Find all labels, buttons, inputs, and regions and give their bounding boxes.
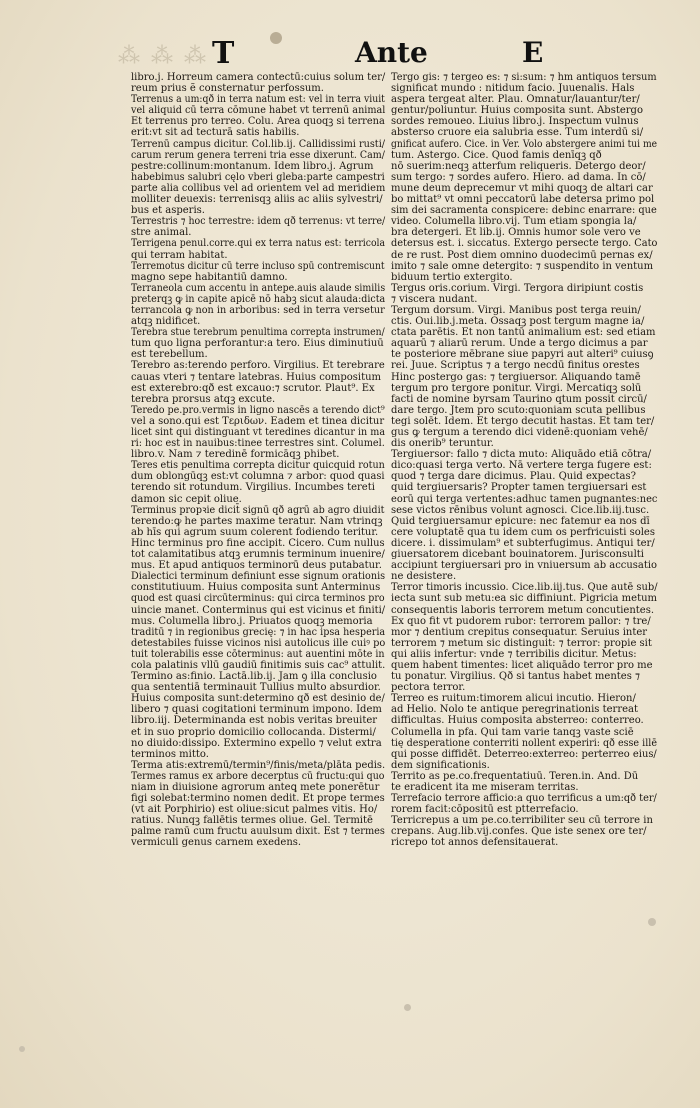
text-line: bo mittat⁹ vt omni peccatorū labe detersa primo pol — [391, 194, 655, 206]
text-line: terendo sit rotundum. Virgilius. Incumbes tereti — [131, 482, 375, 494]
text-line: tegi solēt. Idem. Et tergo decutit hastas. Et tam ter/ — [391, 415, 655, 427]
text-line: tuit tolerabilis esse cōterminus: aut auentini mōte in — [131, 648, 385, 660]
text-line: te posteriore mēbrane siue papyri aut alteri⁹ cuiusꝯ — [391, 349, 654, 361]
text-line: Terror timoris incussio. Cice.lib.iij.tus. Que autē sub/ — [391, 582, 658, 594]
text-line: Terrestris ⁊ hoc terrestre: idem qð terrenus: vt terre/ — [131, 216, 386, 228]
text-line: Tergiuersor: fallo ⁊ dicta muto: Aliquādo etiā cōtra/ — [391, 449, 652, 461]
text-line: consequentis laboris terrorem metum concutientes. — [391, 604, 655, 616]
text-line: quod est quasi circūterminus: qui circa terminos pro — [131, 593, 385, 605]
text-line: ad Helio. Nolo te antique peregrinationis terreat — [391, 704, 639, 716]
paper-blemish — [404, 1004, 411, 1011]
text-line: terebra prorsus atqꝫ excute. — [131, 393, 276, 405]
text-line: ricrepo tot annos defensitauerat. — [391, 837, 559, 849]
text-line: habebimus salubri cęlo vberi gleba:parte campestri — [131, 171, 385, 183]
text-line: Terrefacio terrore afficio:a quo terrificus a um:qð ter/ — [391, 793, 657, 805]
right-text-column — [391, 72, 657, 849]
text-line: palme ramū cum fructu auulsum dixit. Est ⁊ termes — [131, 826, 385, 838]
paper-blemish — [648, 918, 656, 926]
text-line: Tergum dorsum. Virgi. Manibus post terga reuin/ — [391, 304, 641, 316]
text-line: Terebra stue terebrum penultima correpta instrumen/ — [131, 327, 385, 339]
text-line: dare tergo. Jtem pro scuto:quoniam scuta pellibus — [391, 404, 646, 416]
text-line: quod ⁊ terga dare dicimus. Plau. Quid expectas? — [391, 471, 636, 483]
text-line: detersus est. i. siccatus. Extergo persecte tergo. Cato — [391, 238, 658, 250]
text-line: (vt ait Porphirio) est oliue:sicut palmes vitis. Ho/ — [131, 804, 378, 816]
text-line: tergum pro tergore ponitur. Virgi. Mercatiqꝫ solū — [391, 382, 642, 394]
text-line: mus. Columella libro.j. Priuatos quoqꝫ memoria — [131, 615, 373, 627]
text-line: terrancola ꝙ non in arboribus: sed in terra versetur — [131, 304, 385, 316]
text-line: Territo as pe.co.frequentatiuū. Teren.in. And. Dū — [391, 770, 639, 782]
text-line: pestre:collinum:montanum. Idem libro.j. Agrum — [131, 160, 374, 172]
text-line: damon sic cepit oliue. — [131, 493, 242, 505]
text-line: libro.iij. Determinanda est nobis veritas breuiter — [131, 715, 378, 727]
text-line: Tergus oris.corium. Virgi. Tergora diripiunt costis — [391, 282, 644, 294]
text-line: tię desperatione conterriti nollent experiri: qð esse illē — [391, 737, 658, 749]
text-line: Terrenus a um:qð in terra natum est: vel in terra viuit — [131, 94, 385, 106]
text-line: sim dei sacramenta conspicere: debinc enarrare: que — [391, 205, 657, 217]
text-line: terminos mitto. — [131, 748, 209, 760]
text-line: traditū ⁊ in regionibus grecię: ⁊ in hac ipsa hesperia — [131, 626, 386, 638]
text-line: figi solebat:termino nomen dedit. Et prope termes — [131, 793, 385, 805]
text-line: gus ꝙ tergum a terendo dici videnē:quoniam vehē/ — [391, 427, 648, 438]
text-line: facti de nomine byrsam Taurino qtum possit circū/ — [391, 393, 647, 405]
text-line: Termino as:finio. Lactā.lib.ij. Jam ꝯ illa conclusio — [131, 671, 377, 683]
text-line: ctata parētis. Et non tantū animalium est: sed etiam — [391, 327, 656, 339]
running-head-left-initial: T — [212, 36, 235, 71]
text-line: Terminus propꝛie dicit̄ signū qð agrū ab agro diuidit — [131, 504, 385, 516]
text-line: imito ⁊ sale omne detergito: ⁊ suspendito in ventum — [391, 260, 654, 272]
text-line: tum quo ligna perforantur:a tero. Eius diminutiuū — [131, 338, 384, 350]
text-line: sese victos rēnibus volunt agnosci. Cice.lib.iij.tusc. — [391, 504, 650, 516]
text-line: Hinc terminus pro fine accipit. Cicero. Cum nullus — [131, 537, 385, 549]
text-line: dicere. i. dissimulam⁹ et subterfugimus. Antiqui ter/ — [391, 537, 655, 549]
text-line: Terrigena penul.corre.qui ex terra natus est: terricola — [131, 238, 386, 250]
text-line: stre animal. — [131, 227, 192, 239]
text-line: significat mundo : nitidum facio. Juuenalis. Hals — [391, 83, 635, 95]
text-line: Terremotus dicitur cū terre incluso spū contremiscunt — [131, 260, 385, 272]
text-line: nō suerim:neqꝫ atterfum reliqueris. Detergo deor/ — [391, 160, 646, 172]
text-line: ne desistere. — [391, 571, 457, 583]
text-line: Quid tergiuersamur epicure: nec fatemur ea nos dī — [391, 515, 650, 527]
text-line: de re rust. Post diem omnino duodecimū pernas ex/ — [391, 249, 653, 261]
text-line: vel aliquid cū terra cōmune habet vt terrenū animal — [131, 105, 386, 117]
text-line: dem significationis. — [391, 759, 490, 771]
text-line: dis onerib⁹ teruntur. — [391, 438, 494, 450]
text-line: difficultas. Huius composita absterreo: conterreo. — [391, 715, 644, 727]
text-line: pectora terror. — [391, 682, 466, 694]
text-line: erit:vt sit ad tecturā satis habilis. — [131, 127, 300, 139]
text-line: rei. Juue. Scriptus ⁊ a tergo necdū finitus orestes — [391, 360, 640, 372]
text-line: terrorem ⁊ metum sic distinguit: ⁊ terror: propie sit — [391, 637, 652, 649]
text-line: ctis. Oui.lib.j.meta. Ossaqꝫ post tergum magne ia/ — [391, 316, 645, 328]
text-line: dico:quasi terga verto. Nā vertere terga fugere est: — [391, 460, 652, 472]
text-line: Terreo es ruitum:timorem alicui incutio. Hieron/ — [391, 693, 636, 705]
text-line: aquarū ⁊ aliarū rerum. Unde a tergo dicimus a par — [391, 338, 648, 350]
text-line: parte alia collibus vel ad orientem vel ad meridiem — [131, 182, 386, 194]
text-line: Termes ramus ex arbore decerptus cū fructu:qui quo — [131, 770, 385, 782]
text-line: licet sint qui distinguant vt teredines dicantur in ma — [131, 427, 386, 438]
text-line: libero ⁊ quasi cogitationi terminum impono. Idem — [131, 704, 382, 716]
text-line: ab hīs qui agrum suum colerent fodiendo teritur. — [131, 526, 379, 538]
text-line: qui aliis infertur: vnde ⁊ terribilis dicitur. Metus: — [391, 648, 637, 660]
text-line: quem habent timentes: licet aliquādo terror pro me — [391, 659, 653, 671]
text-line: Columella in pfa. Qui tam varie tanqꝫ vaste sciē — [391, 726, 634, 738]
text-line: Terricrepus a um pe.co.terribiliter seu cū terrore in — [391, 815, 653, 827]
text-line: mus. Et apud antiquos terminorū deus putabatur. — [131, 560, 382, 572]
paper-blemish — [19, 1046, 25, 1052]
text-line: biduum tertio extergito. — [391, 271, 513, 283]
text-line: bra detergeri. Et lib.ij. Omnis humor sole vero ve — [391, 227, 641, 239]
text-line: accipiunt tergiuersari pro in vniuersum ab accusatio — [391, 560, 658, 572]
text-line: cere voluptatē qua tu idem cum os perfricuisti soles — [391, 526, 655, 538]
text-line: qui terram habitat. — [131, 249, 228, 261]
text-line: molliter deuexis: terrenisqꝫ aliis ac aliis sylvestri/ — [131, 194, 383, 206]
text-line: rorem facit:cōpositū est ptterrefacio. — [391, 804, 579, 816]
text-line: preterqꝫ ꝙ in capite apicē nō habꝫ sicut alauda:dicta — [131, 293, 386, 305]
text-line: atqꝫ nidificet. — [131, 316, 201, 328]
text-line: mor ⁊ dentium crepitus consequatur. Seruius inter — [391, 626, 648, 638]
text-line: gentur/poliuntur. Huius composita sunt. Abstergo — [391, 105, 643, 117]
text-line: aspera tergeat alter. Plau. Omnatur/lauantur/ter/ — [391, 94, 640, 106]
text-line: qui posse diffidēt. Deterreo:exterreo: perterreo eius/ — [391, 748, 657, 760]
text-line: libro.v. Nam ⁊ teredinē formicāqꝫ phibet. — [131, 449, 340, 461]
left-text-column — [131, 72, 385, 849]
text-line: crepans. Aug.lib.vij.confes. Que iste senex ore ter/ — [391, 826, 647, 838]
text-line: Dialectici terminum definiunt esse signum orationis — [131, 571, 386, 583]
text-line: terendo:ꝙ he partes maxime teratur. Nam vtrinqꝫ — [131, 515, 383, 527]
text-line: ⁊ viscera nudant. — [391, 293, 478, 305]
text-line: eorū qui terga vertentes:adhuc tamen pugnantes:nec — [391, 493, 658, 505]
text-line: et in suo proprio domicilio collocanda. Distermi/ — [131, 726, 376, 738]
text-line: tot calamitatibus atqꝫ erumnis terminum inuenire/ — [131, 549, 385, 561]
text-line: constitutiuum. Huius composita sunt Anterminus — [131, 582, 381, 594]
running-head-right-initial: E — [522, 36, 544, 69]
text-line: Teres etis penultima correpta dicitur quicquid rotun — [131, 460, 385, 472]
text-line: te eradicent ita me miseram territas. — [391, 782, 579, 793]
text-line: sum tergo: ⁊ sordes aufero. Hiero. ad dama. In cō/ — [391, 171, 646, 183]
text-line: reum prius ẽ consternatur perfossum. — [131, 83, 324, 95]
text-line: giuersatorem dicebant bouinatorem. Jurisconsulti — [391, 549, 644, 561]
text-line: Terraneola cum accentu in antepe.auis alaude similis — [131, 282, 386, 294]
text-line: cauas vteri ⁊ tentare latebras. Huius compositum — [131, 371, 382, 383]
text-line: tu ponatur. Virgilius. Qð si tantus habet mentes ⁊ — [391, 671, 640, 683]
text-line: Et terrenus pro terreo. Colu. Area quoqꝫ si terrena — [131, 116, 385, 128]
text-line: Terebro as:terendo perforo. Virgilius. Et terebrare — [131, 360, 385, 372]
text-line: libro.j. Horreum camera contectū:cuius solum ter/ — [131, 72, 386, 83]
text-line: ratius. Nunqꝫ fallētis termes oliue. Gel. Termitē — [131, 815, 373, 827]
text-line: cola palatinis vllū gaudiū finitimis suis cac⁹ attulit. — [131, 659, 386, 671]
text-line: Terma atis:extremū/termin⁹/finis/meta/plāta pedis. — [131, 759, 386, 771]
text-line: quid tergiuersaris? Propter tamen tergiuersari est — [391, 482, 647, 494]
text-line: Hinc postergo gas: ⁊ tergiuersor. Aliquando tamē — [391, 371, 641, 383]
text-line: video. Columella libro.vij. Tum etiam spongia la/ — [391, 216, 637, 228]
text-line: magno sepe habitantiū damno. — [131, 271, 288, 283]
text-line: qua sententiā terminauit Tullius multo absurdior. — [131, 682, 381, 694]
text-line: sordes remoueo. Liuius libro.j. Inspectum vulnus — [391, 116, 639, 128]
text-line: Tergo gis: ⁊ tergeo es: ⁊ si:sum: ⁊ hm antiquos tersum — [391, 72, 657, 83]
text-line: Terrenū campus dicitur. Col.lib.ij. Callidissimi rusti/ — [131, 138, 386, 150]
text-line: bus et asperis. — [131, 205, 205, 217]
text-line: est terebellum. — [131, 349, 208, 361]
text-line: Ex quo fit vt pudorem rubor: terrorem pallor: ⁊ tre/ — [391, 615, 651, 627]
running-head-title: Ante — [355, 36, 428, 69]
text-line: vermiculi genus carnem exedens. — [131, 837, 302, 849]
text-line: Teredo pe.pro.vermis in ligno nascēs a terendo dict⁹ — [131, 404, 385, 416]
text-line: tum. Astergo. Cice. Quod famis denīqꝫ qð — [391, 149, 602, 161]
text-line: dum oblongūqꝫ est:vt columna ⁊ arbor: quod quasi — [131, 471, 385, 483]
text-line: iecta sunt sub metu:ea sic diffiniunt. Pigricia metum — [391, 593, 657, 605]
text-line: detestabiles fuisse vicinos nisi autolicus ille cuiꝰ po — [131, 637, 386, 649]
text-line: Huius composita sunt:determino qð est desinio de/ — [131, 693, 385, 705]
text-line: no diuido:dissipo. Extermino expello ⁊ velut extra — [131, 737, 382, 749]
page-dot-mark — [270, 32, 282, 44]
text-line: niam in diuisione agrorum anteꝗ mete ponerētur — [131, 782, 380, 793]
text-line: ri: hoc est in nauibus:tinee terrestres sint. Columel. — [131, 438, 385, 450]
bleed-through-text: ⁂ ⁂ ⁂ — [118, 44, 208, 69]
text-line: gnificat aufero. Cice. in Ver. Volo abstergere animi tui me — [391, 138, 658, 150]
text-line: est exterebro:qð est excauo:⁊ scrutor. Plaut⁹. Ex — [131, 382, 375, 394]
text-line: uincie manet. Conterminus qui est vicinus et finiti/ — [131, 604, 386, 616]
text-line: vel a sono.qui est Τεριδων. Eadem et tinea dicitur — [131, 415, 385, 427]
text-line: carum rerum genera terreni tria esse dixerunt. Cam/ — [131, 149, 385, 161]
text-line: absterso cruore eia salubria esse. Tum interdū si/ — [391, 127, 644, 139]
text-line: mune deum deprecemur vt mihi quoqꝫ de altari car — [391, 182, 653, 194]
